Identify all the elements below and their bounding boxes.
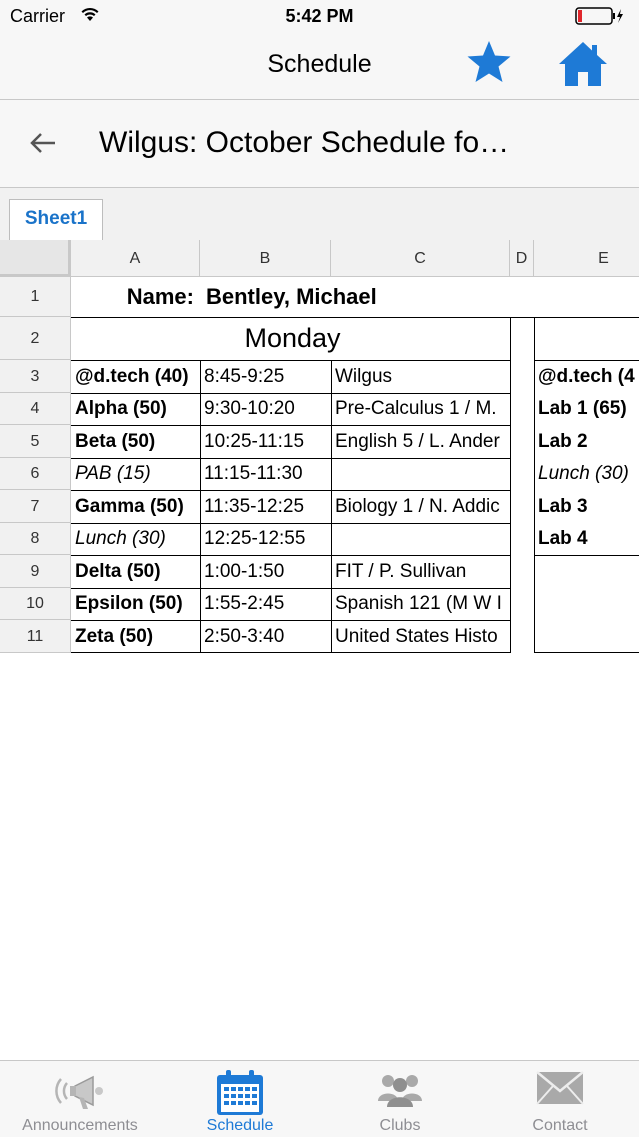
cell-border — [71, 393, 511, 394]
lab-cell[interactable]: Lab 2 — [538, 431, 588, 452]
day-cell[interactable]: Monday — [244, 323, 341, 353]
back-arrow-icon[interactable] — [28, 128, 58, 158]
column-header-d[interactable]: D — [510, 240, 534, 277]
period-cell[interactable]: Zeta (50) — [75, 626, 154, 647]
period-cell[interactable]: Alpha (50) — [75, 398, 167, 419]
calendar-icon — [215, 1069, 265, 1117]
row-header[interactable]: 11 — [0, 620, 71, 653]
document-header — [0, 100, 639, 188]
lab-cell[interactable]: Lunch (30) — [538, 463, 629, 484]
cell-border — [534, 555, 639, 556]
course-cell[interactable] — [331, 523, 510, 555]
time-cell[interactable]: 10:25-11:15 — [204, 431, 305, 452]
row-header[interactable]: 3 — [0, 360, 71, 393]
course-cell[interactable] — [331, 458, 510, 490]
period-cell[interactable]: Delta (50) — [75, 561, 161, 582]
course-cell[interactable]: Wilgus — [335, 366, 393, 387]
tab-label: Contact — [532, 1117, 588, 1134]
megaphone-icon — [53, 1069, 107, 1113]
battery-icon — [575, 7, 625, 25]
column-header-a[interactable]: A — [71, 240, 200, 277]
envelope-icon — [535, 1069, 585, 1107]
time-cell[interactable]: 11:15-11:30 — [204, 463, 303, 484]
cell-border — [534, 652, 639, 653]
tab-label: Announcements — [22, 1117, 138, 1134]
row-header[interactable]: 6 — [0, 458, 71, 490]
document-title: Wilgus: October Schedule fo… — [99, 126, 510, 159]
row-header[interactable]: 7 — [0, 490, 71, 523]
row-header[interactable]: 1 — [0, 277, 71, 317]
cell-border — [71, 620, 511, 621]
clock: 5:42 PM — [285, 6, 354, 26]
cell-border — [71, 317, 639, 318]
cell-border — [71, 523, 511, 524]
sheet-tab[interactable]: Sheet1 — [9, 199, 103, 240]
nav-title: Schedule — [267, 50, 372, 78]
home-icon[interactable] — [557, 40, 609, 88]
column-header-c[interactable]: C — [331, 240, 510, 277]
cell-border — [71, 652, 511, 653]
time-cell[interactable]: 12:25-12:55 — [204, 528, 306, 549]
people-icon — [376, 1069, 424, 1109]
cell-border — [71, 458, 511, 459]
course-cell[interactable]: Biology 1 / N. Addic — [335, 496, 500, 517]
row-header[interactable]: 5 — [0, 425, 71, 458]
tab-schedule[interactable] — [160, 1061, 320, 1137]
cell-border — [71, 425, 511, 426]
lab-cell[interactable]: Lab 3 — [538, 496, 588, 517]
time-cell[interactable]: 2:50-3:40 — [204, 626, 285, 647]
tab-label: Clubs — [379, 1117, 421, 1134]
tab-bar — [0, 1060, 639, 1137]
time-cell[interactable]: 11:35-12:25 — [204, 496, 305, 517]
lab-cell[interactable]: Lab 1 (65) — [538, 398, 627, 419]
cell-border — [71, 490, 511, 491]
lab-cell[interactable]: Lab 4 — [538, 528, 588, 549]
carrier-label: Carrier — [10, 6, 66, 26]
column-header-e[interactable]: E — [534, 240, 639, 277]
cell-border — [534, 360, 639, 361]
row-header[interactable]: 10 — [0, 588, 71, 620]
course-cell[interactable]: Spanish 121 (M W I — [335, 593, 502, 614]
tab-label: Schedule — [206, 1117, 274, 1134]
course-cell[interactable]: United States Histo — [335, 626, 498, 647]
column-header-b[interactable]: B — [200, 240, 331, 277]
period-cell[interactable]: PAB (15) — [75, 463, 151, 484]
tab-announcements[interactable] — [0, 1061, 160, 1137]
cell-border — [510, 317, 511, 653]
course-cell[interactable]: FIT / P. Sullivan — [335, 561, 467, 582]
lab-cell[interactable]: @d.tech (4 — [538, 366, 635, 387]
cell-border — [71, 555, 511, 556]
cell-border — [534, 317, 535, 653]
period-cell[interactable]: Beta (50) — [75, 431, 156, 452]
row-header[interactable]: 9 — [0, 555, 71, 588]
cell-border — [200, 360, 201, 653]
cell-border — [71, 360, 511, 361]
period-cell[interactable]: @d.tech (40) — [75, 366, 189, 387]
name-label-cell[interactable]: Name: — [126, 284, 194, 309]
time-cell[interactable]: 1:00-1:50 — [204, 561, 285, 582]
course-cell[interactable]: English 5 / L. Ander — [335, 431, 500, 452]
period-cell[interactable]: Gamma (50) — [75, 496, 184, 517]
tab-clubs[interactable] — [320, 1061, 480, 1137]
period-cell[interactable]: Epsilon (50) — [75, 593, 183, 614]
row-header[interactable]: 2 — [0, 317, 71, 360]
time-cell[interactable]: 8:45-9:25 — [204, 366, 285, 387]
period-cell[interactable]: Lunch (30) — [75, 528, 166, 549]
row-header[interactable]: 4 — [0, 393, 71, 425]
tab-contact[interactable] — [480, 1061, 639, 1137]
row-header[interactable]: 8 — [0, 523, 71, 555]
grid-corner — [0, 240, 71, 277]
cell-border — [71, 588, 511, 589]
course-cell[interactable]: Pre-Calculus 1 / M. — [335, 398, 497, 419]
sheet-tab-strip — [0, 188, 639, 241]
time-cell[interactable]: 9:30-10:20 — [204, 398, 295, 419]
time-cell[interactable]: 1:55-2:45 — [204, 593, 285, 614]
star-icon[interactable] — [465, 38, 513, 86]
name-value-cell[interactable]: Bentley, Michael — [206, 284, 377, 309]
cell-border — [331, 360, 332, 653]
nav-bar — [0, 32, 639, 100]
spreadsheet-grid[interactable] — [0, 240, 639, 654]
status-bar — [0, 0, 639, 32]
